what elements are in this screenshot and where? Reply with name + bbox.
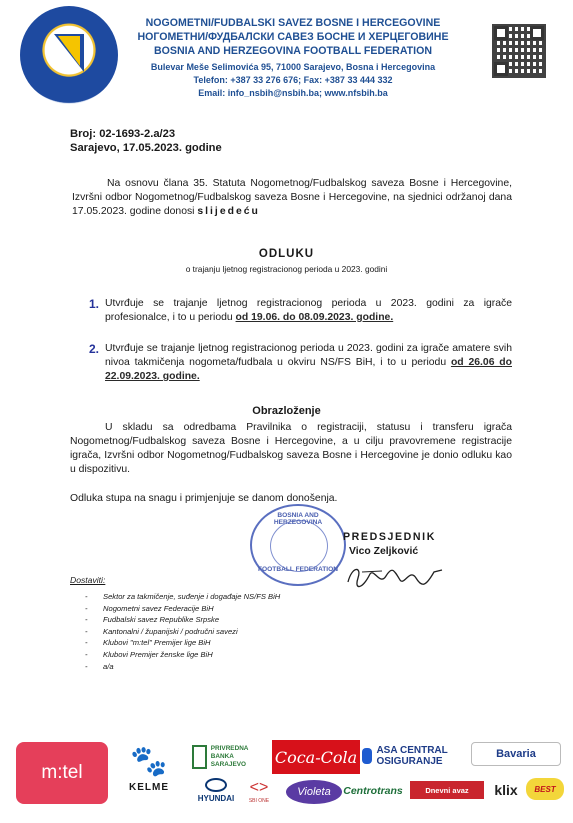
explanation-paragraph: U skladu sa odredbama Pravilnika o registraciji, statusu i transferu igrača Nogometnog/Fudbalskog saveza Bosne i Hercegovine, a u cilju pravovremene registracije igrača, Izvršni odbor Nogometnog/Fudbalskog saveza Bosne i Hercegovine je donio odluku kao u dispozitivu.	[70, 422, 512, 475]
sponsor-best-logo: BEST	[526, 778, 564, 800]
sponsor-kelme-logo: 🐾 KELME	[118, 742, 180, 808]
header-phone: Telefon: +387 33 276 676; Fax: +387 33 444 332	[193, 75, 393, 85]
sponsor-pbs-logo: PRIVREDNA BANKA SARAJEVO	[192, 742, 270, 772]
intro-paragraph: Na osnovu člana 35. Statuta Nogometnog/Fudbalskog saveza Bosne i Hercegovine, Izvršni odbor Nogometnog/Fudbalskog saveza Bosne i Hercegovine, na sjednici održanoj dana 17.05.2023. godine donosi slijedeću	[72, 178, 512, 217]
paw-icon: 🐾	[130, 745, 168, 778]
sponsor-violeta-logo: Violeta	[286, 780, 342, 804]
decision-subtitle: o trajanju ljetnog registracionog perioda u 2023. godini	[185, 264, 388, 274]
signatory-role: PREDSJEDNIK	[343, 531, 436, 543]
handwritten-signature	[342, 560, 452, 592]
sponsor-hyundai-logo: HYUNDAI	[192, 778, 240, 808]
item-number: 2.	[89, 342, 100, 356]
document-number: Broj: 02-1693-2.a/23	[70, 128, 176, 140]
intro-emphasis: slijedeću	[197, 206, 260, 217]
sponsor-asa-logo: ASA CENTRAL OSIGURANJE	[362, 742, 468, 770]
header-line-1: NOGOMETNI/FUDBALSKI SAVEZ BOSNE I HERCEGOVINE	[145, 17, 441, 29]
item-2-period: od 26.06 do 22.09.2023. godine.	[105, 357, 512, 382]
decision-title: ODLUKU	[258, 248, 315, 260]
list-item: - Klubovi "m:tel" Premijer lige BiH	[85, 637, 280, 649]
sponsor-sbi-logo: <> SBI ONE	[248, 779, 270, 804]
signatory-name: Vico Zeljković	[349, 546, 419, 557]
list-item: - Kantonalni / županijski / područni savezi	[85, 626, 280, 638]
decision-item-2: Utvrđuje se trajanje ljetnog registracionog perioda u 2023. godini za igrače amatere svih nivoa takmičenja nogometa/fudbala u okviru NS/FS BiH, i to u periodu od 26.06 do 22.09.2023. godine.	[105, 343, 512, 382]
item-1-period: od 19.06. do 08.09.2023. godine.	[235, 312, 394, 323]
list-item: - a/a	[85, 661, 280, 673]
header-email: Email: info_nsbih@nsbih.ba; www.nfsbih.ba	[198, 88, 388, 98]
document-place-date: Sarajevo, 17.05.2023. godine	[70, 142, 222, 154]
list-item: - Nogometni savez Federacije BiH	[85, 603, 280, 615]
stamp-text-top: BOSNIA AND HERZEGOVINA	[273, 512, 323, 526]
delivery-list	[85, 591, 280, 672]
list-item: - Fudbalski savez Republike Srpske	[85, 614, 280, 626]
sponsor-klix-logo: klix	[494, 782, 518, 798]
qr-code-icon	[492, 24, 546, 78]
delivery-title: Dostaviti:	[70, 575, 106, 585]
sponsor-mtel-logo: m:tel	[16, 742, 108, 804]
header-line-3: BOSNIA AND HERZEGOVINA FOOTBALL FEDERATION	[154, 45, 432, 57]
list-item: - Sektor za takmičenje, suđenje i događaje NS/FS BiH	[85, 591, 280, 603]
sponsor-bavaria-logo: Bavaria	[471, 742, 561, 766]
header-line-2: НОГОМЕТНИ/ФУДБАЛСКИ САВЕЗ БОСНЕ И ХЕРЦЕГОВИНЕ	[137, 31, 449, 43]
closing-sentence: Odluka stupa na snagu i primjenjuje se danom donošenja.	[70, 493, 338, 504]
decision-item-1: Utvrđuje se trajanje ljetnog registracionog perioda u 2023. godini za igrače profesionalce, i to u periodu od 19.06. do 08.09.2023. godine.	[105, 298, 512, 323]
sponsor-avaz-logo: Dnevni avaz	[410, 781, 484, 799]
sponsor-cocacola-logo: Coca-Cola	[272, 740, 360, 774]
item-number: 1.	[89, 297, 100, 311]
list-item: - Klubovi Premijer ženske lige BiH	[85, 649, 280, 661]
federation-logo	[20, 6, 118, 104]
header-address: Bulevar Meše Selimovića 95, 71000 Sarajevo, Bosna i Hercegovina	[150, 62, 436, 72]
explanation-title: Obrazloženje	[252, 405, 321, 417]
sponsor-centrotrans-logo: Centrotrans	[343, 785, 403, 797]
stamp-text-bottom: FOOTBALL FEDERATION	[258, 566, 338, 573]
